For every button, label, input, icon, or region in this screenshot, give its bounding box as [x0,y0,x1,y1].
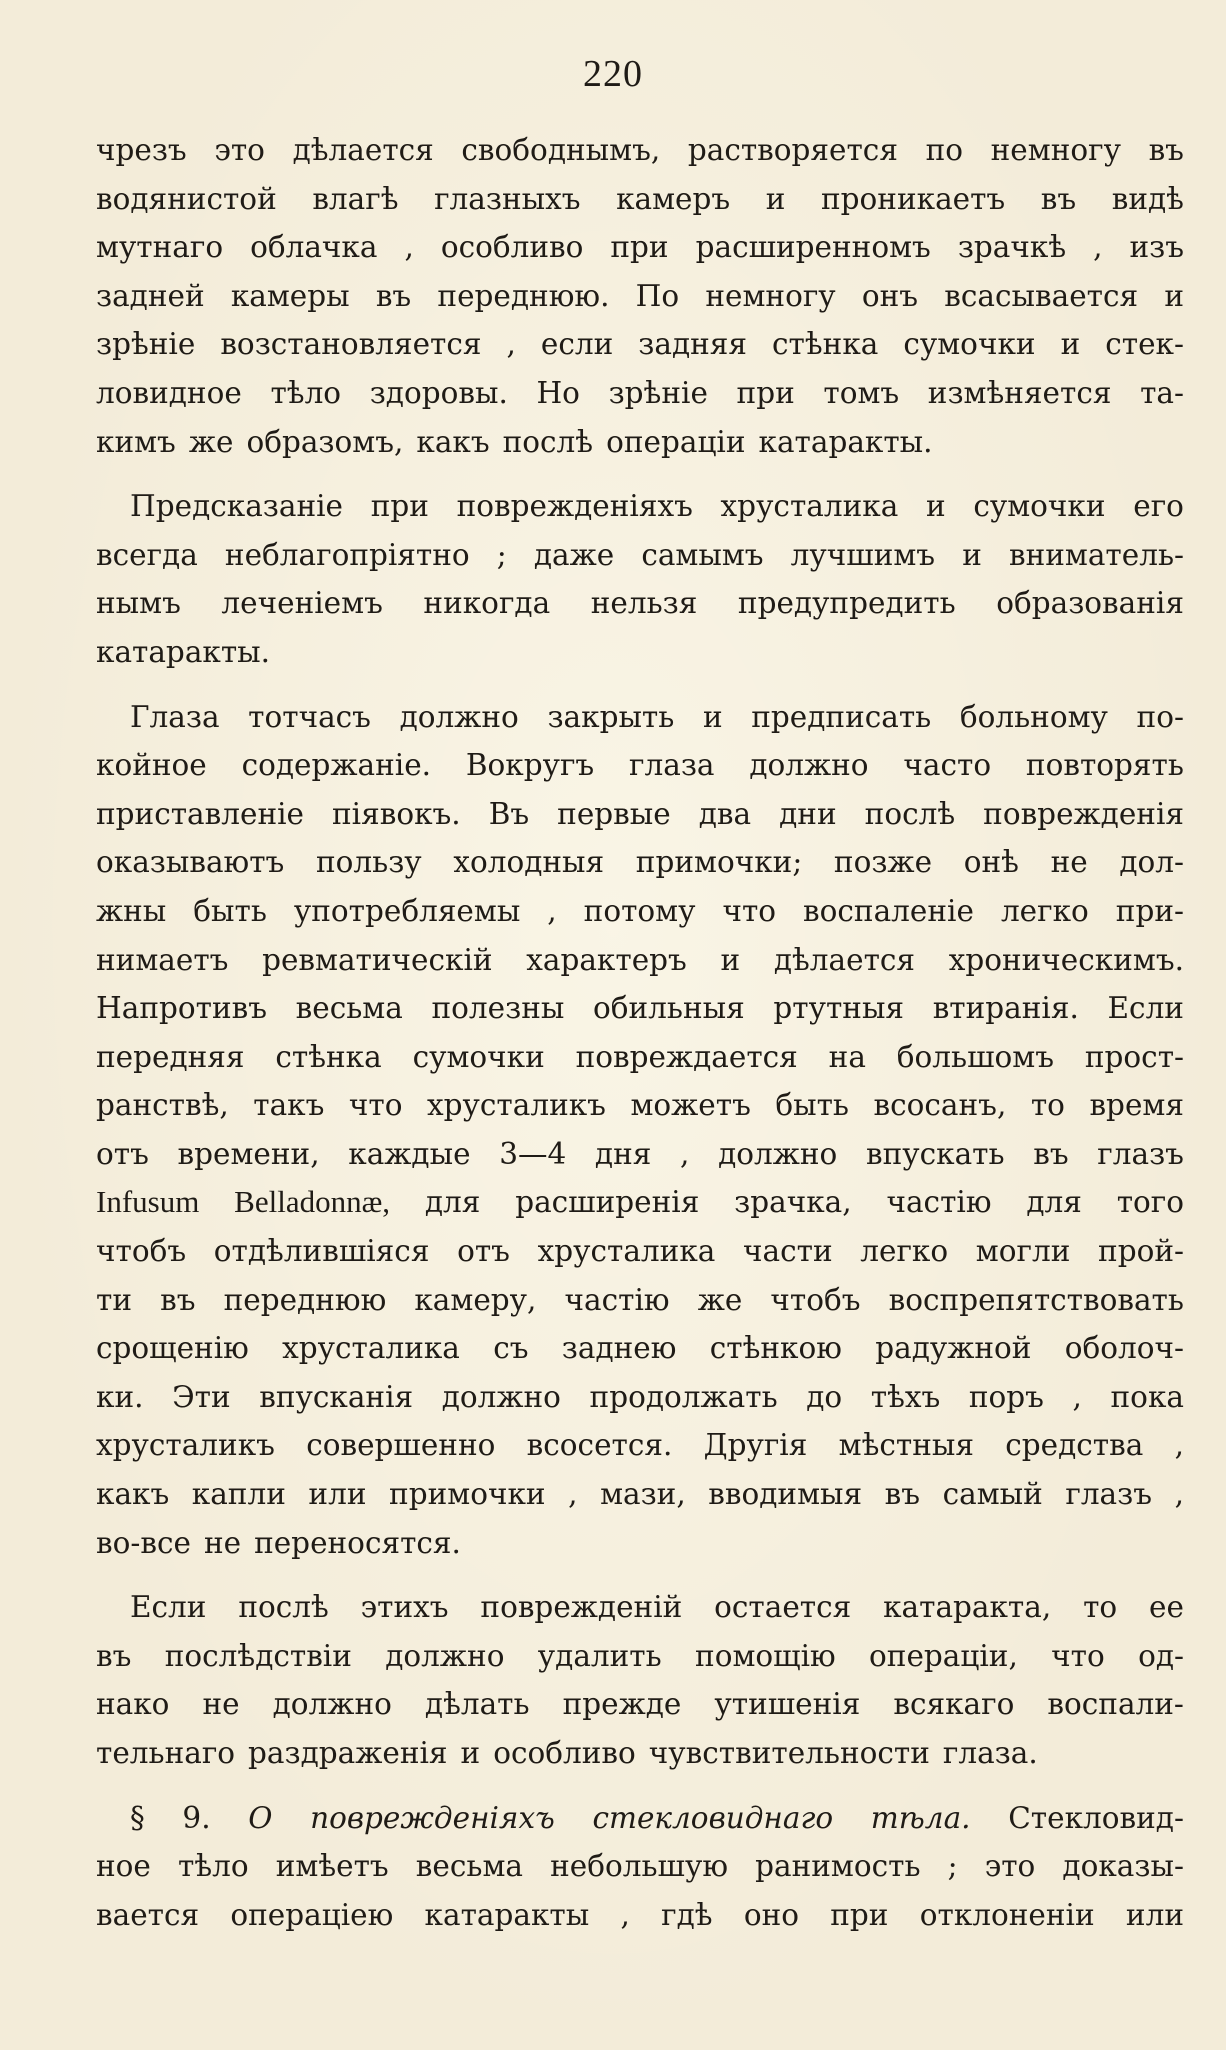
text-line: хрусталикъ совершенно всосется. Другія мѣстныя средства , [96,1428,1184,1463]
paragraph-gap [96,1778,1184,1794]
text-line: какъ капли или примочки , мази, вводимыя въ самый глазъ , [96,1477,1184,1512]
text-line: Напротивъ весьма полезны обильныя ртутныя втиранія. Если [96,991,1184,1026]
text-line: кимъ же образомъ, какъ послѣ операціи катаракты. [96,424,933,459]
text-line: нимаетъ ревматическій характеръ и дѣлается хроническимъ. [96,942,1184,977]
paragraph-gap [96,466,1184,482]
paragraph-gap [96,677,1184,693]
text-line: водянистой влагѣ глазныхъ камеръ и проникаетъ въ видѣ [96,181,1184,216]
text-line: чтобъ отдѣлившіяся отъ хрусталика части легко могли прой- [96,1234,1184,1269]
text-line: оказываютъ пользу холодныя примочки; позже онѣ не дол- [96,845,1184,880]
text-line: катаракты. [96,634,271,669]
text-line: вается операціею катаракты , гдѣ оно при отклоненіи или [96,1897,1184,1932]
paragraph-gap [96,1567,1184,1583]
text-line: всегда неблагопріятно ; даже самымъ лучшимъ и вниматель- [96,537,1184,572]
text-line: въ послѣдствіи должно удалить помощію операціи, что од- [96,1638,1184,1673]
text-line: ки. Эти впусканія должно продолжать до тѣхъ поръ , пока [96,1379,1184,1414]
text-line: § 9. О поврежденіяхъ стекловиднаго тѣла. Стекловид- [130,1800,1184,1835]
text-line: нымъ леченіемъ никогда нельзя предупредить образованія [96,586,1184,621]
text-line: Infusum Belladonnæ, для расширенія зрачка, частію для того [96,1184,1184,1220]
text-line: ное тѣло имѣетъ весьма небольшую ранимость ; это доказы- [96,1849,1184,1884]
text-line: срощенію хрусталика съ заднею стѣнкою радужной оболоч- [96,1331,1184,1366]
text-line: зрѣніе возстановляется , если задняя стѣнка сумочки и стек- [96,327,1184,362]
text-line: ранствѣ, такъ что хрусталикъ можетъ быть всосанъ, то время [96,1088,1184,1123]
body-text [96,126,1184,1939]
text-line: приставленіе піявокъ. Въ первые два дни послѣ поврежденія [96,796,1184,831]
text-line: мутнаго облачка , особливо при расширенномъ зрачкѣ , изъ [96,230,1184,265]
text-line: жны быть употребляемы , потому что воспаленіе легко при- [96,893,1184,928]
text-line: отъ времени, каждые 3—4 дня , должно впускать въ глазъ [96,1136,1184,1171]
text-line: койное содержаніе. Вокругъ глаза должно часто повторять [96,748,1184,783]
text-line: чрезъ это дѣлается свободнымъ, растворяется по немногу въ [96,133,1184,167]
page-number: 220 [583,53,643,95]
text-line: передняя стѣнка сумочки повреждается на большомъ прост- [96,1039,1184,1074]
text-line: во-все не переносятся. [96,1525,461,1560]
text-line: Глаза тотчасъ должно закрыть и предписать больному по- [130,699,1184,734]
text-line: Предсказаніе при поврежденіяхъ хрусталика и сумочки его [130,489,1184,524]
text-line: ловидное тѣло здоровы. Но зрѣніе при томъ измѣняется та- [96,375,1184,410]
text-line: нако не должно дѣлать прежде утишенія всякаго воспали- [96,1687,1184,1722]
text-line: Если послѣ этихъ поврежденій остается катаракта, то ее [130,1590,1184,1625]
text-line: тельнаго раздраженія и особливо чувствительности глаза. [96,1736,1038,1770]
text-line: задней камеры въ переднюю. По немногу онъ всасывается и [96,278,1184,313]
text-line: ти въ переднюю камеру, частію же чтобъ воспрепятствовать [96,1282,1184,1317]
